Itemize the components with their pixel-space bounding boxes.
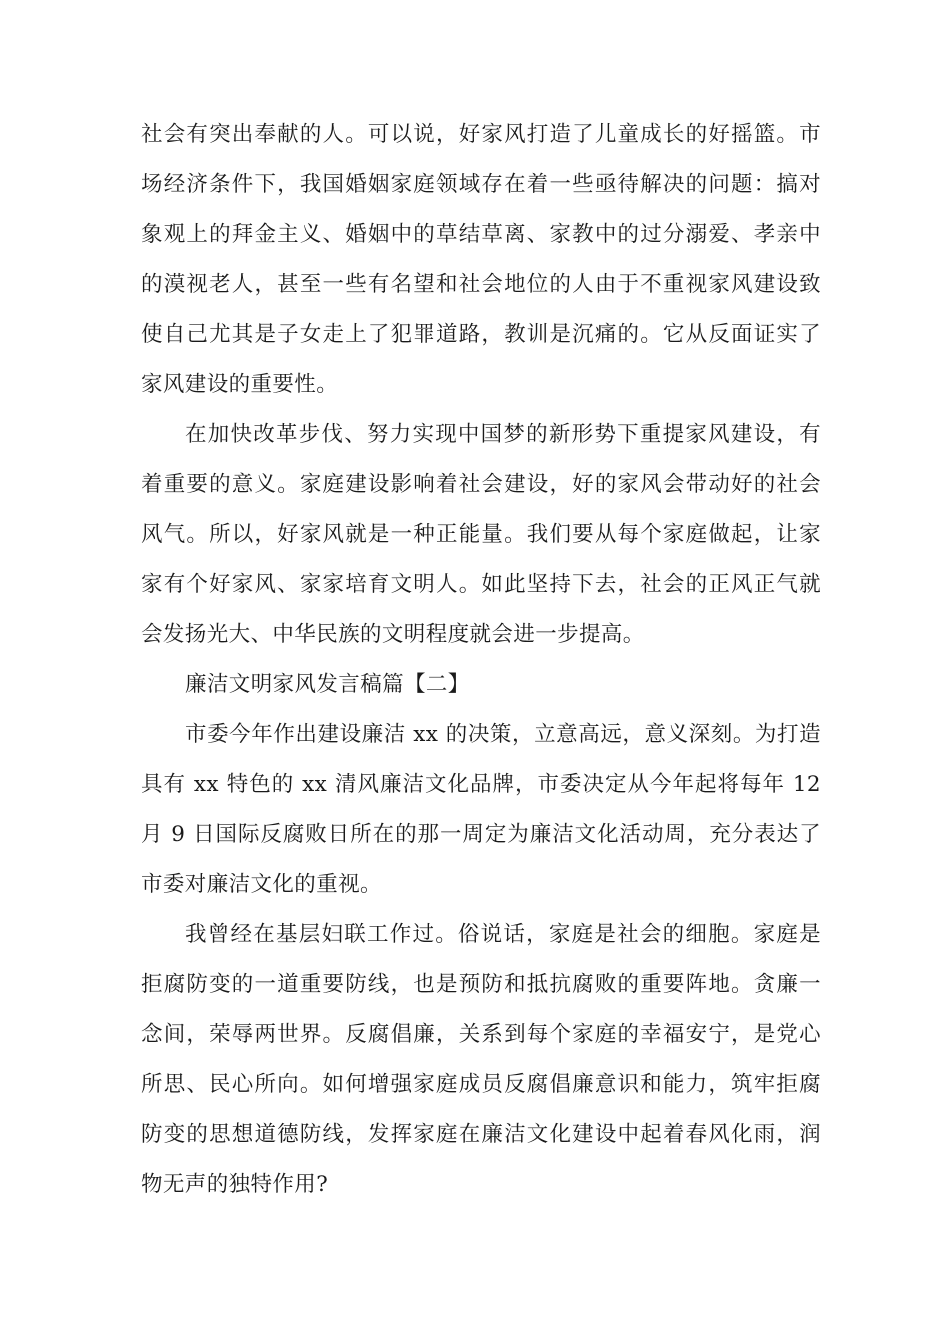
text-line: 具有 xx 特色的 xx 清风廉洁文化品牌，市委决定从今年起将每年 12 xyxy=(141,772,821,797)
text-line: 社会有突出奉献的人。可以说，好家风打造了儿童成长的好摇篮。市 xyxy=(141,122,821,147)
text-line: 家有个好家风、家家培育文明人。如此坚持下去，社会的正风正气就 xyxy=(141,572,821,597)
text-line: 月 9 日国际反腐败日所在的那一周定为廉洁文化活动周，充分表达了 xyxy=(141,822,821,847)
text-line: 风气。所以，好家风就是一种正能量。我们要从每个家庭做起，让家 xyxy=(141,522,821,547)
text-line: 市委今年作出建设廉洁 xx 的决策，立意高远，意义深刻。为打造 xyxy=(185,722,821,747)
text-line: 场经济条件下，我国婚姻家庭领域存在着一些亟待解决的问题：搞对 xyxy=(141,172,821,197)
text-line: 的漠视老人，甚至一些有名望和社会地位的人由于不重视家风建设致 xyxy=(141,272,821,297)
text-line: 象观上的拜金主义、婚姻中的草结草离、家教中的过分溺爱、孝亲中 xyxy=(141,222,821,247)
text-line: 物无声的独特作用? xyxy=(141,1172,329,1197)
text-line: 念间，荣辱两世界。反腐倡廉，关系到每个家庭的幸福安宁，是党心 xyxy=(141,1022,821,1047)
text-line: 我曾经在基层妇联工作过。俗说话，家庭是社会的细胞。家庭是 xyxy=(185,922,821,947)
text-line: 所思、民心所向。如何增强家庭成员反腐倡廉意识和能力，筑牢拒腐 xyxy=(141,1072,821,1097)
text-line: 拒腐防变的一道重要防线，也是预防和抵抗腐败的重要阵地。贪廉一 xyxy=(141,972,821,997)
text-line: 家风建设的重要性。 xyxy=(141,372,339,397)
text-line: 在加快改革步伐、努力实现中国梦的新形势下重提家风建设，有 xyxy=(185,422,821,447)
text-line: 使自己尤其是子女走上了犯罪道路，教训是沉痛的。它从反面证实了 xyxy=(141,322,821,347)
text-line: 会发扬光大、中华民族的文明程度就会进一步提高。 xyxy=(141,622,645,647)
section-heading: 廉洁文明家风发言稿篇【二】 xyxy=(185,672,470,697)
text-line: 防变的思想道德防线，发挥家庭在廉洁文化建设中起着春风化雨，润 xyxy=(141,1122,821,1147)
text-line: 市委对廉洁文化的重视。 xyxy=(141,872,382,897)
text-line: 着重要的意义。家庭建设影响着社会建设，好的家风会带动好的社会 xyxy=(141,472,821,497)
